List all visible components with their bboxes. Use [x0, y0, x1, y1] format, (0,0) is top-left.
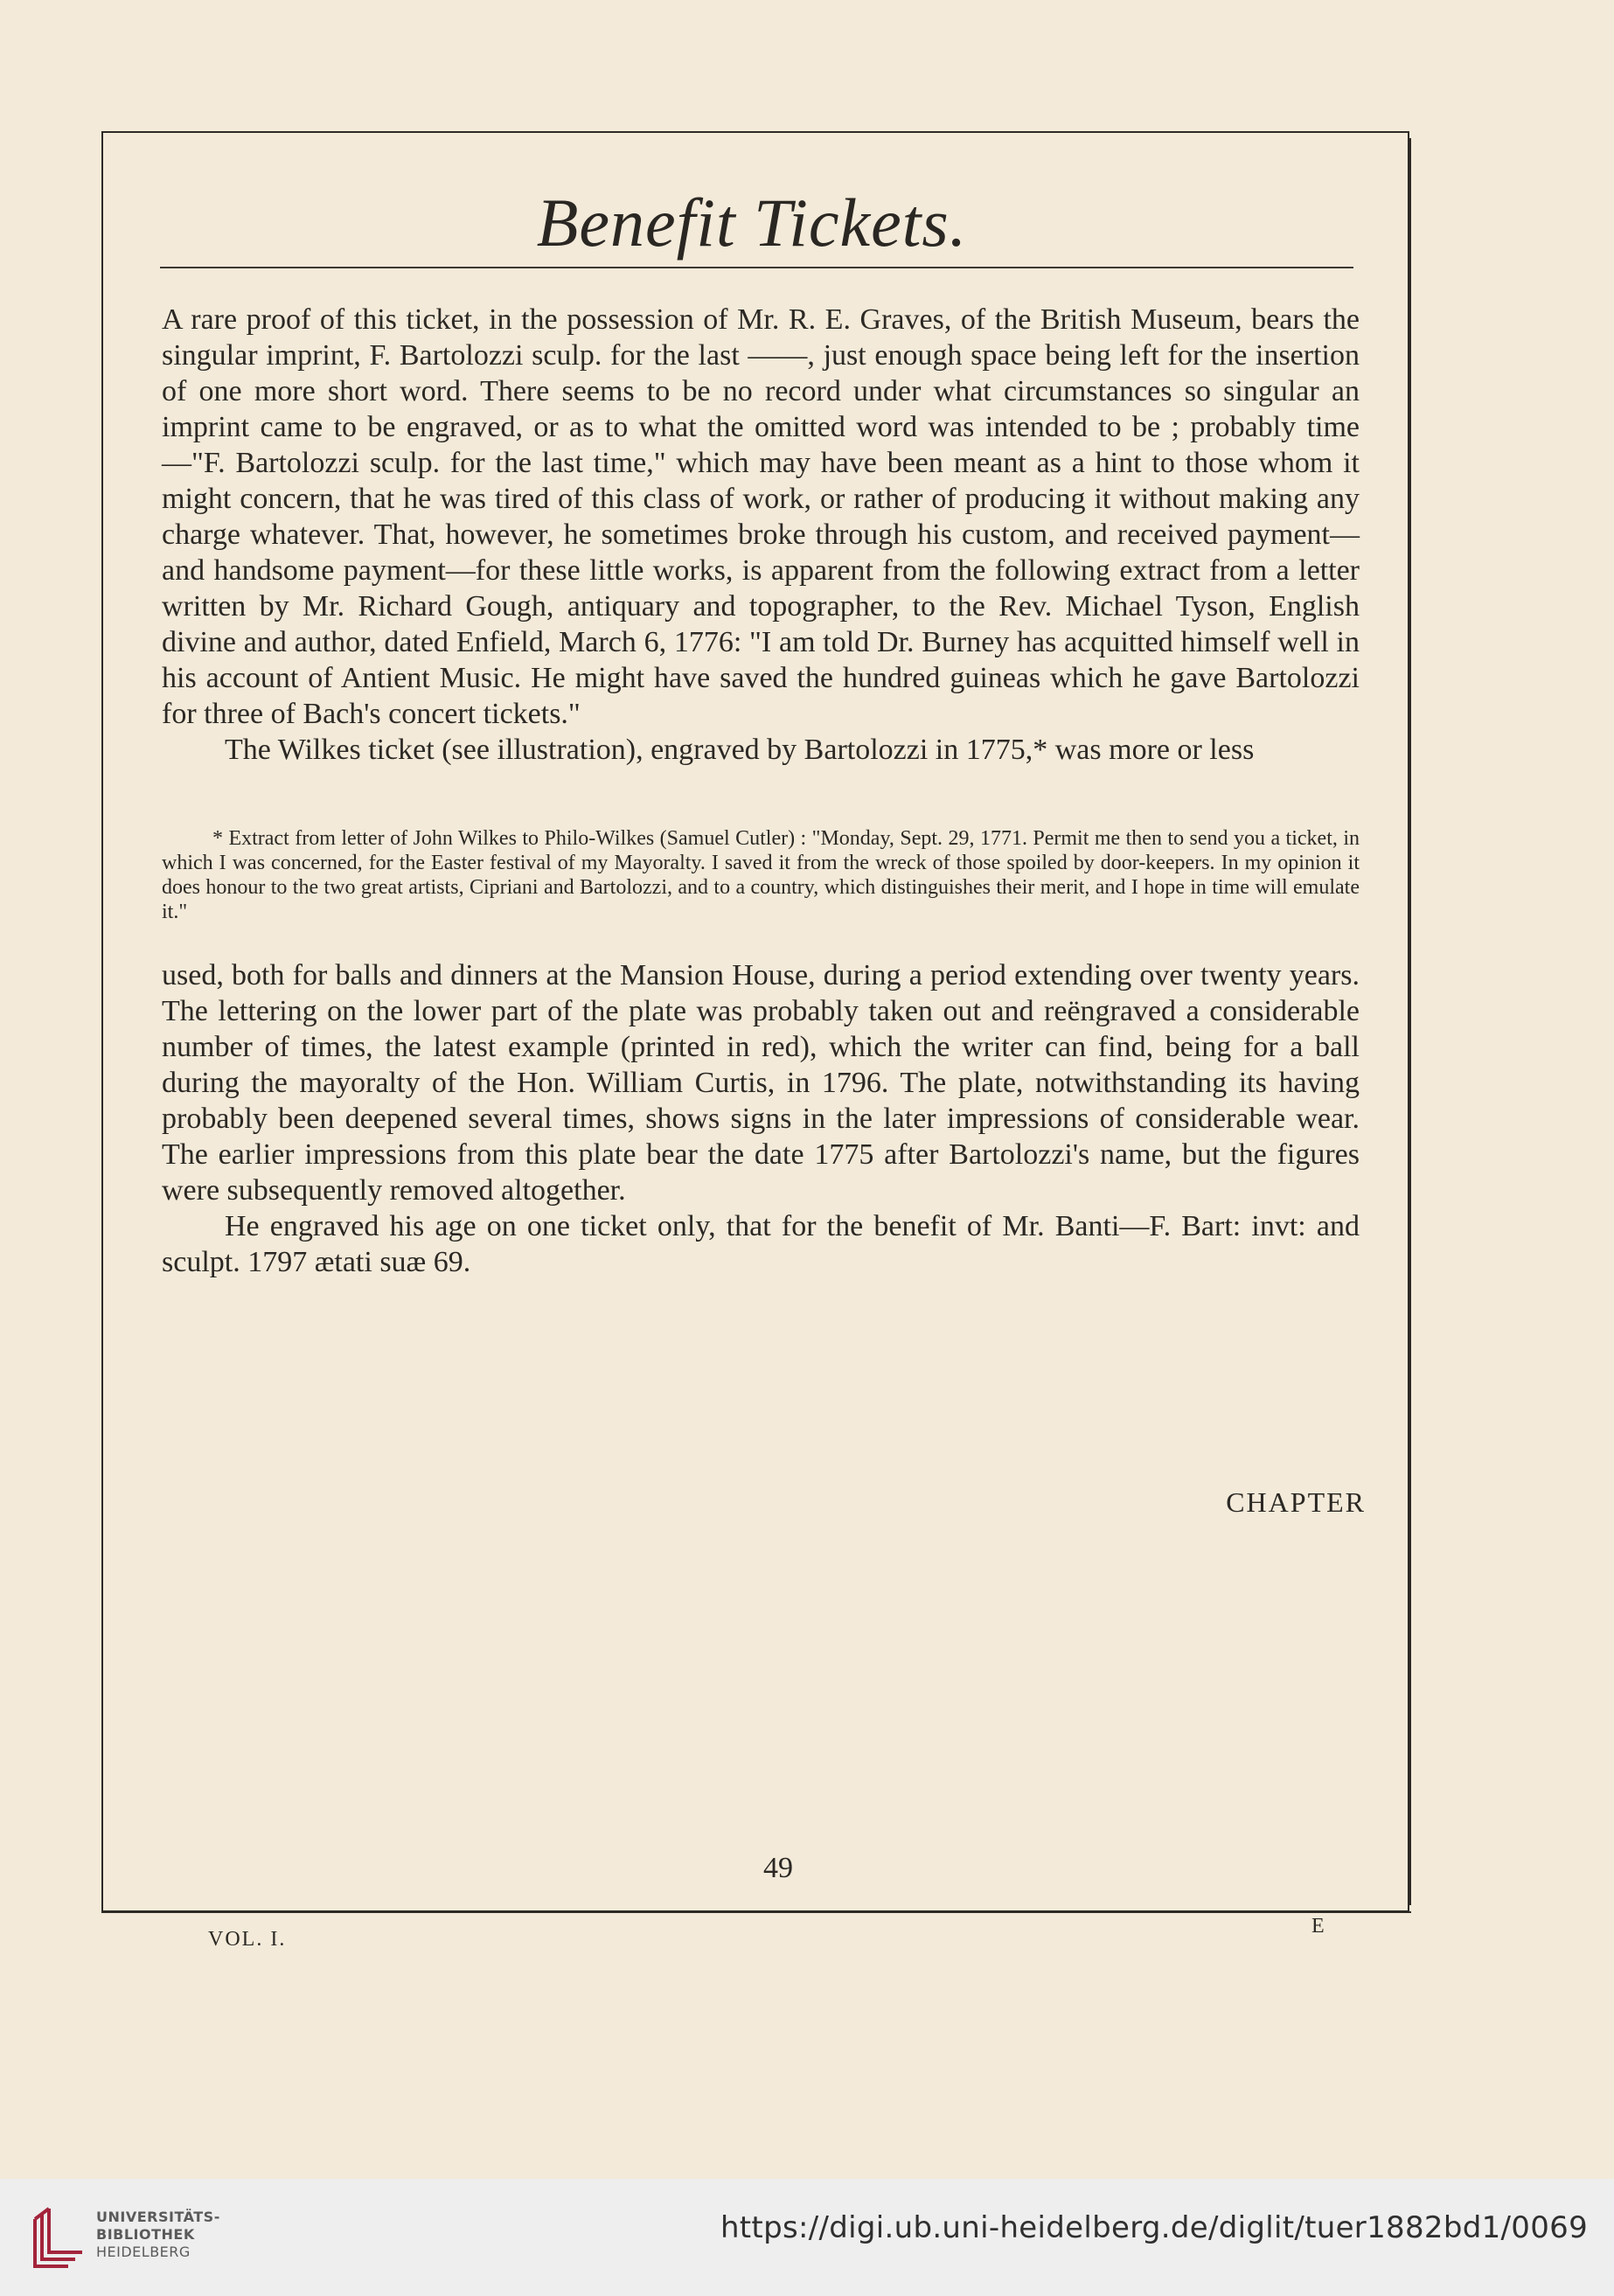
page-title: Benefit Tickets.: [536, 184, 968, 261]
paragraph-1: A rare proof of this ticket, in the possession of Mr. R. E. Graves, of the British Museum, bears the singular imprint, F. Bartolozzi sculp. for the last ——, just enough space being left for the insertion of one more short word. There seems to be no record under what circumstances so singular an imprint came to be engraved, or as to what the omitted word was intended to be ; probably time—"F. Bartolozzi sculp. for the last time," which may have been meant as a hint to those whom it might concern, that he was tired of this class of work, or rather of producing it without making any charge whatever. That, however, he sometimes broke through his custom, and received payment—and handsome payment—for these little works, is apparent from the following extract from a letter written by Mr. Richard Gough, antiquary and topographer, to the Rev. Michael Tyson, English divine and author, dated Enfield, March 6, 1776: "I am told Dr. Burney has acquitted himself well in his account of Antient Music. He might have saved the hundred guineas which he gave Bartolozzi for three of Bach's concert tickets.": [162, 303, 1360, 730]
library-name-line-1: UNIVERSITÄTS-: [96, 2209, 220, 2225]
continuation-text: [162, 957, 1360, 1280]
paragraph-4: He engraved his age on one ticket only, that for the benefit of Mr. Banti—F. Bart: invt: and sculpt. 1797 ætati suæ 69.: [162, 1210, 1360, 1278]
page-number: 49: [763, 1852, 793, 1884]
signature-mark: E: [1311, 1915, 1325, 1938]
paragraph-2: The Wilkes ticket (see illustration), engraved by Bartolozzi in 1775,* was more or less: [225, 734, 1255, 766]
title-rule: [160, 267, 1353, 268]
volume-label: VOL. I.: [208, 1928, 287, 1951]
footnote: * Extract from letter of John Wilkes to Philo-Wilkes (Samuel Cutler) : "Monday, Sept. 29, 1771. Permit me then to send you a ticket, in which I was concerned, for the Easter festival of my Mayoralty. I saved it from the wreck of those spoiled by door-keepers. In my opinion it does honour to the two great artists, Cipriani and Bartolozzi, and to a country, which distinguishes their merit, and I hope in time will emulate it.": [162, 827, 1360, 923]
library-name: [96, 2209, 220, 2261]
library-name-line-2: BIBLIOTHEK: [96, 2226, 195, 2243]
source-url-link[interactable]: https://digi.ub.uni-heidelberg.de/diglit/tuer1882bd1/0069: [720, 2210, 1588, 2245]
paragraph-3: used, both for balls and dinners at the Mansion House, during a period extending over twenty years. The lettering on the lower part of the plate was probably taken out and reëngraved a considerable number of times, the latest example (printed in red), which the writer can find, being for a ball during the mayoralty of the Hon. William Curtis, in 1796. The plate, notwithstanding its having probably been deepened several times, shows signs in the later impressions of considerable wear. The earlier impressions from this plate bear the date 1775 after Bartolozzi's name, but the figures were subsequently removed altogether.: [162, 959, 1360, 1207]
library-name-line-3: HEIDELBERG: [96, 2244, 191, 2260]
catchword: CHAPTER: [1226, 1486, 1366, 1518]
library-logo-icon: [30, 2203, 87, 2270]
main-text: [162, 302, 1360, 768]
bottom-frame-rule: [101, 1911, 1411, 1913]
